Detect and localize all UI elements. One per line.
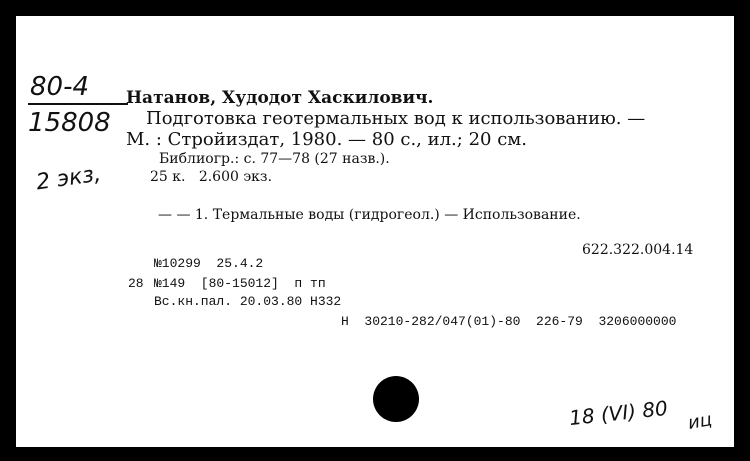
handwritten-copies-note: 2 экз, [34,161,103,196]
record-line-1: №10299 25.4.2 [154,256,264,271]
imprint-line: М. : Стройиздат, 1980. — 80 с., ил.; 20 см. [126,129,527,150]
catalog-card [16,16,734,447]
record-line-2: №149 [80-15012] п тп [154,276,326,291]
udc-classification: 622.322.004.14 [582,242,694,258]
author-heading: Натанов, Худодот Хаскилович. [126,88,434,108]
call-number-bottom: 15808 [28,108,111,138]
punch-hole [373,376,419,422]
record-line-4: Н 30210-282/047(01)-80 226-79 3206000000 [341,314,677,329]
subject-heading: — — 1. Термальные воды (гидрогеол.) — Использование. [158,207,581,223]
call-number-divider [28,103,128,105]
title-line: Подготовка геотермальных вод к использованию. — [146,108,646,129]
record-number: 28 [128,276,144,291]
handwritten-date: 18 (VI) 80 [568,395,669,431]
record-line-3: Вс.кн.пал. 20.03.80 Н332 [154,294,342,309]
bibliography-note: Библиогр.: с. 77—78 (27 назв.). [159,151,390,167]
handwritten-initials: иц [686,409,714,434]
call-number-top: 80-4 [30,72,90,102]
price-print-run: 25 к. 2.600 экз. [150,169,273,185]
